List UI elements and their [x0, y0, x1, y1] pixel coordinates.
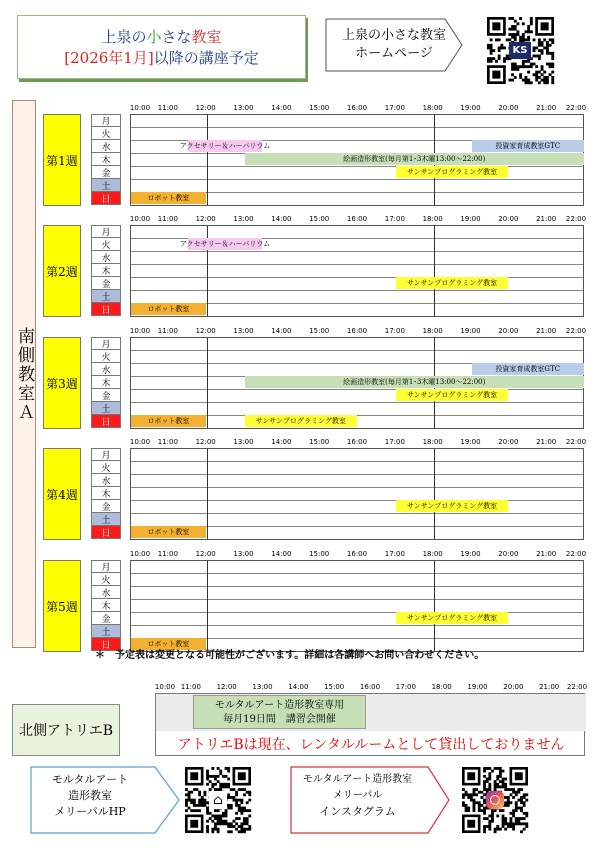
day-label: 水 [91, 140, 121, 153]
hour-label: 22:00 [565, 550, 587, 558]
home-icon: ⌂ [209, 791, 227, 809]
hour-label: 21:00 [536, 327, 557, 335]
hour-label: 19:00 [460, 327, 481, 335]
hour-label: 18:00 [422, 104, 443, 112]
hour-label: 15:00 [309, 438, 330, 446]
hour-label: 13:00 [233, 438, 254, 446]
class-event: サンサンプログラミング教室 [396, 166, 509, 178]
day-label: 火 [91, 573, 121, 586]
hour-label: 11:00 [180, 683, 201, 691]
day-label: 月 [91, 448, 121, 461]
day-label: 月 [91, 560, 121, 573]
hour-label: 20:00 [503, 683, 524, 691]
hour-label: 14:00 [271, 438, 292, 446]
hour-label: 17:00 [384, 104, 405, 112]
class-event: ロボット教室 [131, 415, 206, 427]
hour-label: 13:00 [233, 327, 254, 335]
hour-label: 20:00 [498, 438, 519, 446]
day-label: 金 [91, 389, 121, 402]
hour-label: 12:00 [195, 215, 216, 223]
week-label: 第2週 [43, 225, 81, 317]
hp-link[interactable]: モルタルアート 造形教室 メリーパルHP [30, 766, 180, 834]
room-a-label: 南側教室Ａ [12, 100, 36, 648]
hour-label: 10:00 [129, 550, 151, 558]
class-event: アクセサリー＆ハーバリウム [179, 142, 271, 150]
day-label: 木 [91, 487, 121, 500]
hour-label: 11:00 [157, 104, 178, 112]
hour-label: 10:00 [129, 104, 151, 112]
hour-label: 17:00 [395, 683, 416, 691]
hour-label: 21:00 [536, 104, 557, 112]
hour-label: 10:00 [129, 327, 151, 335]
class-event: 投資家育成教室GTC [472, 363, 585, 375]
hour-label: 11:00 [157, 550, 178, 558]
hour-label: 15:00 [309, 104, 330, 112]
homepage-qr-code[interactable] [487, 17, 554, 84]
hour-label: 20:00 [498, 215, 519, 223]
hour-label: 22:00 [566, 683, 588, 691]
hour-label: 19:00 [460, 104, 481, 112]
schedule-note: ＊ 予定表は変更となる可能性がございます。詳細は各講師へお問い合わせください。 [95, 650, 485, 661]
day-label: 火 [91, 238, 121, 251]
class-event: ロボット教室 [131, 303, 206, 315]
hour-label: 16:00 [346, 438, 368, 446]
hour-label: 14:00 [271, 550, 292, 558]
room-b-event: モルタルアート造形教室専用 毎月19日間 講習会開催 [193, 695, 366, 729]
day-label: 木 [91, 599, 121, 612]
day-label: 火 [91, 127, 121, 140]
hour-label: 21:00 [539, 683, 560, 691]
hour-label: 19:00 [460, 550, 481, 558]
day-label: 土 [91, 290, 121, 303]
hour-label: 12:00 [216, 683, 237, 691]
hour-label: 18:00 [431, 683, 452, 691]
class-event: 絵画造形教室(毎月第1･3木曜13:00～22:00) [245, 376, 585, 388]
hour-label: 10:00 [154, 683, 176, 691]
class-event: 絵画造形教室(毎月第1･3木曜13:00～22:00) [245, 153, 585, 165]
day-label: 日 [91, 303, 121, 316]
day-label: 金 [91, 500, 121, 513]
hour-label: 13:00 [233, 215, 254, 223]
hour-label: 21:00 [536, 215, 557, 223]
hour-label: 20:00 [498, 327, 519, 335]
day-label: 火 [91, 350, 121, 363]
week-label: 第5週 [43, 560, 81, 652]
hour-label: 13:00 [233, 550, 254, 558]
hour-label: 15:00 [309, 550, 330, 558]
hour-label: 15:00 [324, 683, 345, 691]
day-label: 水 [91, 586, 121, 599]
day-label: 月 [91, 337, 121, 350]
room-b-schedule [155, 693, 585, 756]
week-label: 第4週 [43, 448, 81, 540]
hour-label: 12:00 [195, 104, 216, 112]
week-label: 第1週 [43, 114, 81, 206]
hour-label: 15:00 [309, 215, 330, 223]
class-event: サンサンプログラミング教室 [245, 415, 358, 427]
hour-label: 19:00 [460, 215, 481, 223]
hour-label: 14:00 [288, 683, 309, 691]
day-label: 土 [91, 625, 121, 638]
hour-label: 19:00 [467, 683, 488, 691]
hour-label: 14:00 [271, 104, 292, 112]
hour-label: 18:00 [422, 550, 443, 558]
hour-label: 19:00 [460, 438, 481, 446]
day-label: 金 [91, 612, 121, 625]
hour-label: 16:00 [346, 327, 368, 335]
day-label: 木 [91, 153, 121, 166]
day-label: 月 [91, 114, 121, 127]
day-label: 土 [91, 513, 121, 526]
hour-label: 14:00 [271, 215, 292, 223]
instagram-link[interactable]: モルタルアート造形教室 メリーパル インスタグラム [290, 766, 450, 834]
hp-qr-code[interactable] [185, 767, 251, 833]
hour-label: 18:00 [422, 327, 443, 335]
day-label: 金 [91, 277, 121, 290]
day-label: 土 [91, 402, 121, 415]
day-label: 水 [91, 474, 121, 487]
instagram-qr-code[interactable] [462, 767, 528, 833]
hour-label: 15:00 [309, 327, 330, 335]
page-subtitle: [2026年1月]以降の講座予定 [64, 49, 259, 67]
hour-label: 16:00 [346, 215, 368, 223]
class-event: サンサンプログラミング教室 [396, 612, 509, 624]
hour-label: 11:00 [157, 438, 178, 446]
hour-label: 11:00 [157, 327, 178, 335]
day-label: 月 [91, 225, 121, 238]
day-label: 日 [91, 638, 121, 651]
hour-label: 17:00 [384, 438, 405, 446]
hour-label: 10:00 [129, 215, 151, 223]
instagram-icon [486, 791, 504, 809]
hour-label: 22:00 [565, 215, 587, 223]
hour-label: 22:00 [565, 104, 587, 112]
title-box [17, 15, 306, 79]
class-event: アクセサリー＆ハーバリウム [179, 240, 271, 248]
day-label: 日 [91, 192, 121, 205]
hour-label: 10:00 [129, 438, 151, 446]
day-label: 水 [91, 251, 121, 264]
hour-label: 21:00 [536, 550, 557, 558]
day-label: 水 [91, 363, 121, 376]
hour-label: 16:00 [346, 104, 368, 112]
class-event: サンサンプログラミング教室 [396, 389, 509, 401]
hour-label: 22:00 [565, 438, 587, 446]
hour-label: 17:00 [384, 215, 405, 223]
class-event: 投資家育成教室GTC [472, 140, 585, 152]
class-event: ロボット教室 [131, 638, 206, 650]
qr-logo: KS [509, 42, 531, 59]
day-label: 日 [91, 415, 121, 428]
room-b-label: 北側アトリエB [12, 704, 120, 756]
hour-label: 22:00 [565, 327, 587, 335]
class-event: サンサンプログラミング教室 [396, 277, 509, 289]
hour-label: 14:00 [271, 327, 292, 335]
hour-label: 13:00 [233, 104, 254, 112]
page-title: 上泉の小さな教室 [101, 28, 222, 46]
hour-label: 11:00 [157, 215, 178, 223]
week-label: 第3週 [43, 337, 81, 429]
hour-label: 17:00 [384, 327, 405, 335]
class-event: サンサンプログラミング教室 [396, 500, 509, 512]
class-event: ロボット教室 [131, 526, 206, 538]
hour-label: 16:00 [359, 683, 381, 691]
class-event: ロボット教室 [131, 192, 206, 204]
homepage-link[interactable]: 上泉の小さな教室 ホームページ [325, 18, 463, 72]
day-label: 日 [91, 526, 121, 539]
hour-label: 12:00 [195, 438, 216, 446]
day-label: 金 [91, 166, 121, 179]
hour-label: 20:00 [498, 104, 519, 112]
day-label: 木 [91, 264, 121, 277]
hour-label: 13:00 [252, 683, 273, 691]
hour-label: 18:00 [422, 438, 443, 446]
hour-label: 16:00 [346, 550, 368, 558]
hour-label: 12:00 [195, 327, 216, 335]
hour-label: 20:00 [498, 550, 519, 558]
day-label: 木 [91, 376, 121, 389]
hour-label: 21:00 [536, 438, 557, 446]
day-label: 火 [91, 461, 121, 474]
hour-label: 12:00 [195, 550, 216, 558]
room-b-notice: アトリエBは現在、レンタルルームとして貸出しておりません [177, 736, 565, 753]
hour-label: 17:00 [384, 550, 405, 558]
day-label: 土 [91, 179, 121, 192]
hour-label: 18:00 [422, 215, 443, 223]
